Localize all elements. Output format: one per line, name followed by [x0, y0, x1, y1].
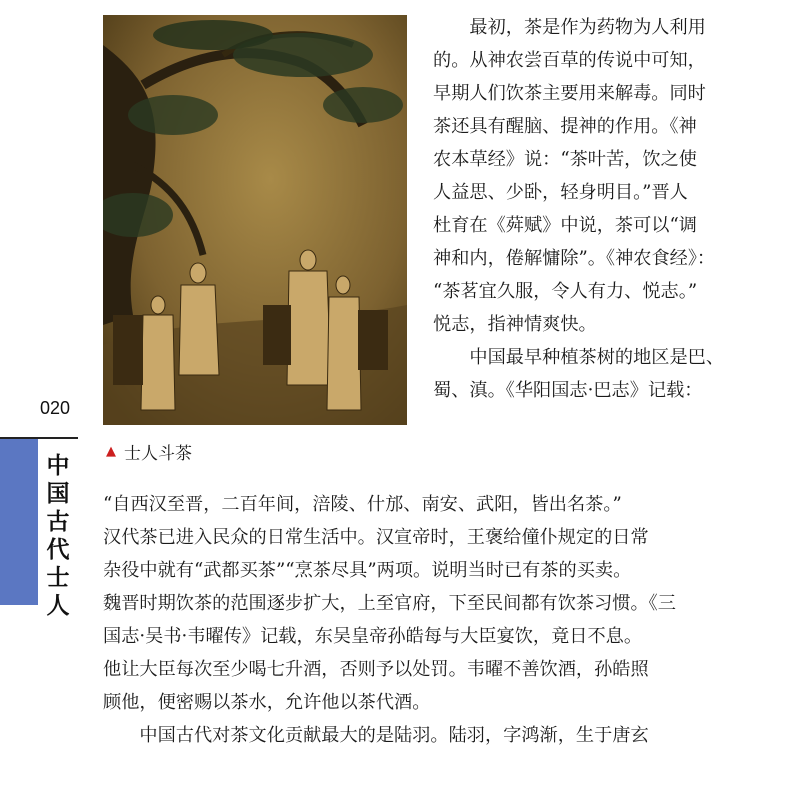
figure-caption [106, 438, 192, 464]
text-line: 早期人们饮茶主要用来解毒。同时 [433, 83, 706, 104]
text-line: “自西汉至晋，二百年间，涪陵、什邡、南安、武阳，皆出名茶。” [103, 494, 622, 515]
text-line: 中国最早种植茶树的地区是巴、 [433, 347, 725, 368]
body-text-full-width [103, 488, 778, 752]
caption-triangle-icon: ▲ [106, 443, 116, 459]
book-title-vertical [44, 452, 72, 620]
text-line: 悦志，指神情爽快。 [433, 314, 597, 335]
text-line: 的。从神农尝百草的传说中可知， [433, 50, 706, 71]
book-title-char: 士 [46, 565, 70, 591]
chapter-side-tab [0, 439, 38, 605]
text-line: 杂役中就有“武都买茶”“烹茶尽具”两项。说明当时已有茶的买卖。 [103, 560, 632, 581]
text-line: 中国古代对茶文化贡献最大的是陆羽。陆羽，字鸿渐，生于唐玄 [103, 725, 649, 746]
book-title-char: 国 [46, 481, 70, 507]
body-text-right-column [433, 11, 778, 407]
text-line: “茶茗宜久服，令人有力、悦志。” [433, 281, 698, 302]
book-title-char: 中 [46, 453, 70, 479]
text-line: 汉代茶已进入民众的日常生活中。汉宣帝时，王褒给僮仆规定的日常 [103, 527, 649, 548]
text-line: 国志·吴书·韦曜传》记载，东吴皇帝孙皓每与大臣宴饮，竟日不息。 [103, 626, 643, 647]
page-number: 020 [40, 398, 71, 418]
text-line: 魏晋时期饮茶的范围逐步扩大，上至官府，下至民间都有饮茶习惯。《三 [103, 593, 676, 614]
ancient-painting-tea-contest [103, 15, 407, 425]
text-line: 农本草经》说：“茶叶苦，饮之使 [433, 149, 697, 170]
painting-illustration [103, 15, 407, 425]
text-line: 他让大臣每次至少喝七升酒，否则予以处罚。韦曜不善饮酒，孙皓照 [103, 659, 649, 680]
text-line: 杜育在《荈赋》中说，茶可以“调 [433, 215, 697, 236]
book-title-char: 古 [46, 509, 70, 535]
text-line: 神和内，倦解慵除”。《神农食经》： [433, 248, 716, 269]
text-line: 人益思、少卧，轻身明目。”晋人 [433, 182, 688, 203]
book-title-char: 人 [46, 593, 70, 619]
text-line: 蜀、滇。《华阳国志·巴志》记载： [433, 380, 703, 401]
caption-text: 士人斗茶 [124, 443, 192, 464]
book-title-char: 代 [46, 537, 70, 563]
text-line: 顾他，便密赐以茶水，允许他以茶代酒。 [103, 692, 431, 713]
text-line: 最初，茶是作为药物为人利用 [433, 17, 706, 38]
text-line: 茶还具有醒脑、提神的作用。《神 [433, 116, 697, 137]
